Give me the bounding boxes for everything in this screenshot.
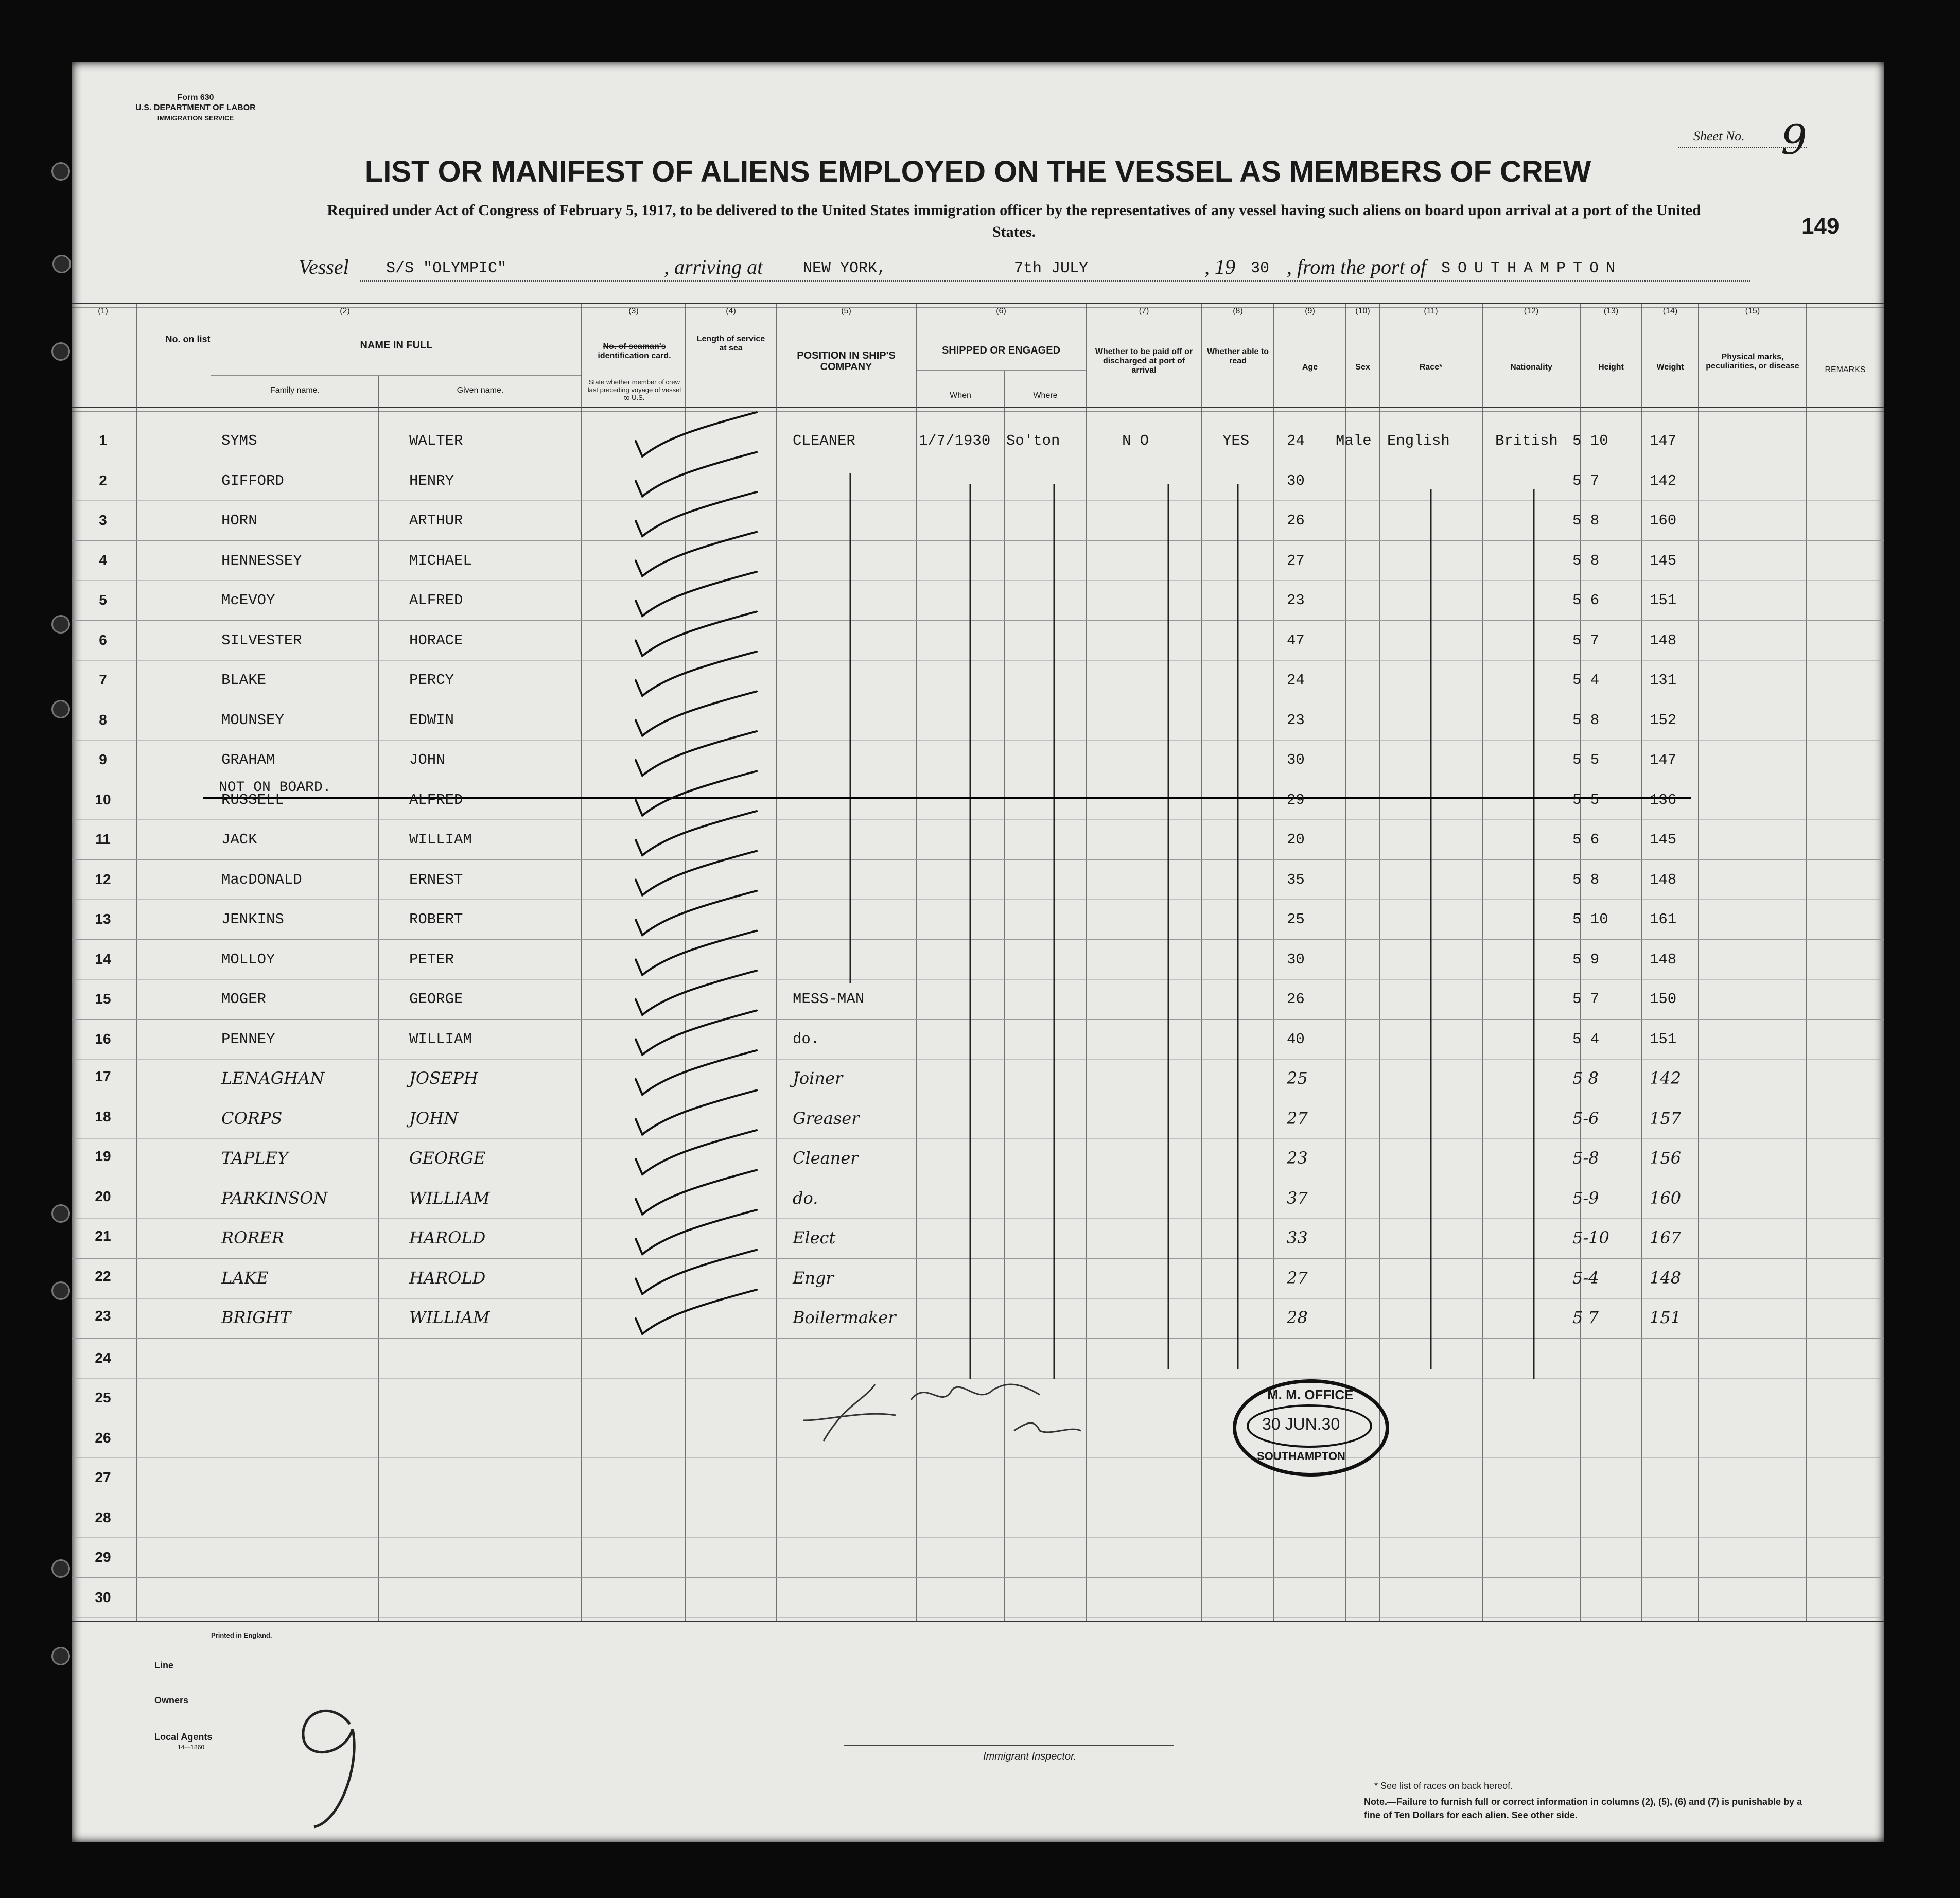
check-mark: [636, 1130, 757, 1174]
cell-weight: 145: [1650, 831, 1677, 848]
cell-height: 5-8: [1572, 1148, 1599, 1168]
cell-height: 5 7: [1572, 472, 1600, 489]
cell-given: HAROLD: [409, 1228, 486, 1247]
cell-position: Engr: [793, 1268, 834, 1288]
cell-family: RORER: [221, 1228, 284, 1247]
cell-given: ERNEST: [409, 871, 463, 888]
mm-office-stamp: [1233, 1379, 1389, 1477]
col-name-header: NAME IN FULL: [360, 340, 433, 351]
cell-n: 27: [95, 1469, 111, 1485]
col5-number: (5): [841, 307, 851, 315]
cell-n: 17: [95, 1068, 111, 1084]
footer-agents-label: Local Agents: [154, 1732, 213, 1742]
col-where-header: Where: [1033, 391, 1058, 400]
cell-height: 5 8: [1572, 871, 1600, 888]
cell-family: JACK: [221, 831, 257, 848]
col7-number: (7): [1139, 307, 1149, 315]
manifest-page: [72, 62, 1884, 1842]
cell-age: 29: [1287, 791, 1305, 809]
col-height-header: Height: [1598, 363, 1624, 372]
cell-n: 6: [99, 631, 107, 648]
col6-number: (6): [996, 307, 1006, 315]
cell-n: 2: [99, 472, 107, 488]
cell-weight: 152: [1650, 711, 1677, 729]
cell-family: SILVESTER: [221, 631, 302, 649]
printed-in: Printed in England.: [211, 1631, 272, 1639]
cell-height: 5 6: [1572, 831, 1600, 848]
cell-n: 11: [95, 831, 111, 847]
check-mark: [636, 692, 757, 736]
check-mark: [636, 492, 757, 536]
punch-hole: [51, 1204, 70, 1223]
check-mark: [636, 771, 757, 816]
cell-n: 22: [95, 1268, 111, 1284]
cell-age: 24: [1287, 432, 1305, 449]
cell-family: LENAGHAN: [221, 1068, 325, 1088]
cell-position: Boilermaker: [793, 1308, 896, 1327]
cell-height: 5 6: [1572, 592, 1600, 609]
cell-n: 16: [95, 1030, 111, 1047]
cell-age: 40: [1287, 1030, 1305, 1048]
check-mark: [636, 851, 757, 895]
cell-height: 5 10: [1572, 432, 1608, 449]
arriving-label: , arriving at: [664, 255, 763, 278]
cell-family: RUSSELL: [221, 791, 284, 809]
cell-n: 13: [95, 911, 111, 927]
col-last-voyage-header: State whether member of crew last preceding voyage of vessel to U.S.: [587, 378, 681, 401]
cell-family: BRIGHT: [221, 1308, 291, 1327]
punch-hole: [51, 162, 70, 181]
cell-height: 5 8: [1572, 512, 1600, 529]
cell-age: 27: [1287, 1268, 1308, 1288]
cell-age: 26: [1287, 512, 1305, 529]
cell-weight: 150: [1650, 991, 1677, 1008]
cell-height: 5 7: [1572, 631, 1600, 649]
cell-n: 10: [95, 791, 111, 807]
form-title: LIST OR MANIFEST OF ALIENS EMPLOYED ON THE VESSEL AS MEMBERS OF CREW: [364, 155, 1591, 188]
cell-n: 21: [95, 1228, 111, 1244]
col-given-name-header: Given name.: [457, 386, 504, 395]
footer-owners-label: Owners: [154, 1695, 189, 1706]
cell-age: 26: [1287, 991, 1305, 1008]
cell-height: 5-10: [1572, 1228, 1609, 1247]
not-on-board-note: NOT ON BOARD.: [219, 780, 331, 796]
cell-given: EDWIN: [409, 711, 454, 729]
cell-position: CLEANER: [793, 432, 855, 449]
cell-n: 8: [99, 711, 107, 728]
department: U.S. DEPARTMENT OF LABOR: [135, 103, 256, 112]
cell-given: MICHAEL: [409, 552, 472, 569]
cell-n: 23: [95, 1308, 111, 1324]
vessel-name: S/S "OLYMPIC": [386, 260, 507, 277]
cell-height: 5 7: [1572, 991, 1600, 1008]
cell-family: HORN: [221, 512, 257, 529]
cell-height: 5-9: [1572, 1188, 1599, 1208]
cell-nat: British: [1495, 432, 1558, 449]
cell-family: CORPS: [221, 1108, 283, 1128]
col2-number: (2): [340, 307, 350, 315]
check-mark: [636, 532, 757, 576]
cell-age: 23: [1287, 592, 1305, 609]
punch-hole: [51, 700, 70, 718]
col-position-header: POSITION IN SHIP'S COMPANY: [797, 350, 896, 373]
cell-weight: 157: [1650, 1108, 1682, 1128]
cell-age: 30: [1287, 951, 1305, 968]
cell-height: 5 7: [1572, 1308, 1599, 1327]
cell-weight: 151: [1650, 592, 1677, 609]
check-mark: [636, 1250, 757, 1294]
cell-family: BLAKE: [221, 672, 267, 689]
col4-number: (4): [726, 307, 736, 315]
from-port: SOUTHAMPTON: [1441, 260, 1623, 277]
col11-number: (11): [1424, 307, 1438, 315]
cell-weight: 147: [1650, 751, 1677, 768]
arrival-port: NEW YORK,: [803, 260, 887, 277]
cell-given: HAROLD: [409, 1268, 486, 1288]
cell-family: PARKINSON: [221, 1188, 328, 1208]
arrival-year: 30: [1251, 260, 1270, 277]
cell-given: PERCY: [409, 672, 454, 689]
punch-hole: [51, 342, 70, 361]
check-mark: [636, 572, 757, 616]
cell-weight: 156: [1650, 1148, 1682, 1168]
cell-age: 30: [1287, 472, 1305, 489]
col-weight-header: Weight: [1656, 363, 1684, 372]
check-mark: [636, 1210, 757, 1254]
check-mark: [636, 452, 757, 497]
col15-number: (15): [1745, 307, 1760, 315]
cell-n: 30: [95, 1589, 111, 1605]
col-physical-marks-header: Physical marks, peculiarities, or disease: [1706, 353, 1799, 371]
cell-age: 25: [1287, 911, 1305, 928]
check-mark: [636, 412, 757, 456]
cell-given: WALTER: [409, 432, 463, 449]
cell-n: 25: [95, 1390, 111, 1405]
col9-number: (9): [1305, 307, 1315, 315]
cell-height: 5 10: [1572, 911, 1608, 928]
cell-paid: N O: [1122, 432, 1149, 449]
cell-height: 5-6: [1572, 1108, 1599, 1128]
cell-read: YES: [1222, 432, 1250, 449]
cell-position: Elect: [793, 1228, 836, 1247]
cell-given: WILLIAM: [409, 1030, 472, 1048]
check-mark: [636, 891, 757, 935]
vessel-label: Vessel: [299, 255, 349, 278]
cell-race: English: [1387, 432, 1450, 449]
cell-weight: 142: [1650, 1068, 1682, 1088]
cell-age: 30: [1287, 751, 1305, 768]
cell-weight: 151: [1650, 1308, 1682, 1327]
cell-family: LAKE: [221, 1268, 269, 1288]
cell-weight: 136: [1650, 791, 1677, 809]
cell-n: 7: [99, 672, 107, 688]
punch-hole: [51, 615, 70, 634]
col14-number: (14): [1662, 307, 1678, 315]
col-age-header: Age: [1302, 363, 1318, 372]
service: IMMIGRATION SERVICE: [157, 114, 234, 122]
cell-given: JOHN: [409, 1108, 458, 1128]
cell-position: Greaser: [793, 1108, 860, 1128]
cell-where: So'ton: [1006, 432, 1060, 449]
cell-family: HENNESSEY: [221, 552, 302, 569]
col-sex-header: Sex: [1355, 363, 1370, 372]
check-mark: [636, 1011, 757, 1055]
cell-given: GEORGE: [409, 991, 463, 1008]
col3-number: (3): [628, 307, 639, 315]
cell-given: ALFRED: [409, 592, 463, 609]
col13-number: (13): [1603, 307, 1619, 315]
arrival-date: 7th JULY: [1014, 260, 1089, 277]
cell-position: do.: [793, 1188, 818, 1208]
cell-n: 29: [95, 1549, 111, 1565]
col-race-header: Race*: [1419, 363, 1443, 372]
cell-age: 37: [1287, 1188, 1308, 1208]
stamp-date: 30 JUN.30: [1262, 1415, 1340, 1433]
col-when-header: When: [950, 391, 971, 400]
punch-hole: [52, 255, 71, 273]
cell-position: MESS-MAN: [793, 991, 865, 1008]
check-mark: [636, 1170, 757, 1215]
punch-hole: [51, 1281, 70, 1300]
fine-note: Note.—Failure to furnish full or correct information in columns (2), (5), (6) and (7) is punishable by a fine of Ten Dollars for each alien. See other side.: [1364, 1797, 1802, 1820]
cell-weight: 161: [1650, 911, 1677, 928]
cell-n: 24: [95, 1349, 111, 1366]
cell-age: 27: [1287, 552, 1305, 569]
cell-n: 26: [95, 1429, 111, 1446]
col-remarks-header: REMARKS: [1825, 365, 1866, 374]
cell-age: 23: [1287, 711, 1305, 729]
cell-weight: 160: [1650, 1188, 1682, 1208]
cell-n: 15: [95, 991, 111, 1007]
cell-weight: 145: [1650, 552, 1677, 569]
cell-weight: 131: [1650, 672, 1677, 689]
cell-age: 20: [1287, 831, 1305, 848]
cell-n: 14: [95, 951, 111, 967]
col-shipped-header: SHIPPED OR ENGAGED: [941, 345, 1061, 356]
cell-n: 28: [95, 1509, 111, 1525]
cell-family: TAPLEY: [221, 1148, 288, 1168]
cell-n: 3: [99, 512, 107, 528]
col-id-card-header: No. of seaman's identification card.: [598, 342, 671, 360]
cell-weight: 148: [1650, 631, 1677, 649]
cell-age: 28: [1287, 1308, 1308, 1327]
cell-age: 24: [1287, 672, 1305, 689]
cell-given: GEORGE: [409, 1148, 486, 1168]
cell-family: McEVOY: [221, 592, 275, 609]
stamp-top: M. M. OFFICE: [1267, 1387, 1354, 1402]
cell-height: 5 8: [1572, 1068, 1599, 1088]
cell-weight: 148: [1650, 951, 1677, 968]
cell-given: WILLIAM: [409, 831, 472, 848]
cell-given: WILLIAM: [409, 1308, 490, 1327]
inspector-line: [844, 1745, 1174, 1746]
punch-hole: [51, 1647, 70, 1665]
cell-age: 33: [1287, 1228, 1308, 1247]
cell-given: JOSEPH: [409, 1068, 478, 1088]
cell-given: WILLIAM: [409, 1188, 490, 1208]
cell-height: 5 5: [1572, 791, 1600, 809]
cell-n: 18: [95, 1108, 111, 1124]
cell-height: 5 5: [1572, 751, 1600, 768]
cell-given: ALFRED: [409, 791, 463, 809]
cell-weight: 147: [1650, 432, 1677, 449]
col-nationality-header: Nationality: [1510, 363, 1552, 372]
cell-n: 19: [95, 1148, 111, 1164]
cell-n: 20: [95, 1188, 111, 1204]
col8-number: (8): [1233, 307, 1243, 315]
cell-when: 1/7/1930: [919, 432, 991, 449]
check-mark: [636, 971, 757, 1015]
cell-height: 5 9: [1572, 951, 1600, 968]
stamp-bottom: SOUTHAMPTON: [1257, 1450, 1345, 1463]
cell-age: 35: [1287, 871, 1305, 888]
cell-position: Joiner: [793, 1068, 843, 1088]
cell-weight: 148: [1650, 1268, 1682, 1288]
cell-family: MOGER: [221, 991, 267, 1008]
year-prefix: , 19: [1204, 255, 1235, 278]
cell-age: 23: [1287, 1148, 1308, 1168]
cell-weight: 148: [1650, 871, 1677, 888]
check-mark: [636, 1091, 757, 1135]
cell-given: ARTHUR: [409, 512, 463, 529]
col10-number: (10): [1355, 307, 1370, 315]
cell-height: 5-4: [1572, 1268, 1599, 1288]
cell-weight: 167: [1650, 1228, 1682, 1247]
cell-family: GIFFORD: [221, 472, 284, 489]
cell-n: 9: [99, 751, 107, 767]
cell-position: Cleaner: [793, 1148, 859, 1168]
cell-sex: Male: [1336, 432, 1372, 449]
cell-weight: 160: [1650, 512, 1677, 529]
cell-given: HENRY: [409, 472, 454, 489]
cell-weight: 142: [1650, 472, 1677, 489]
cell-given: JOHN: [409, 751, 445, 768]
cell-given: ROBERT: [409, 911, 463, 928]
cell-n: 1: [99, 432, 107, 448]
check-mark: [636, 811, 757, 855]
check-mark: [636, 1050, 757, 1095]
col-length-service-header: Length of service at sea: [696, 335, 765, 353]
cell-n: 5: [99, 592, 107, 608]
cell-n: 4: [99, 552, 107, 568]
cell-family: GRAHAM: [221, 751, 275, 768]
footer-line-label: Line: [154, 1660, 174, 1671]
cell-height: 5 4: [1572, 1030, 1600, 1048]
check-mark: [636, 612, 757, 656]
cell-given: PETER: [409, 951, 454, 968]
cell-family: MOLLOY: [221, 951, 275, 968]
races-note: * See list of races on back hereof.: [1374, 1781, 1513, 1791]
col-family-name-header: Family name.: [270, 386, 320, 395]
cell-age: 27: [1287, 1108, 1308, 1128]
footer-code: 14—1860: [178, 1744, 205, 1751]
form-number: Form 630: [177, 93, 214, 102]
inspector-label: Immigrant Inspector.: [983, 1751, 1077, 1762]
cell-family: PENNEY: [221, 1030, 275, 1048]
sheet-number: 9: [1781, 116, 1807, 164]
check-mark: [636, 1290, 757, 1334]
cell-height: 5 8: [1572, 711, 1600, 729]
sheet-label: Sheet No.: [1693, 129, 1745, 144]
punch-hole: [51, 1559, 70, 1578]
cell-age: 47: [1287, 631, 1305, 649]
col12-number: (12): [1524, 307, 1539, 315]
cell-weight: 151: [1650, 1030, 1677, 1048]
cell-given: HORACE: [409, 631, 463, 649]
col-no-on-list-header: No. on list: [165, 334, 211, 344]
cell-family: SYMS: [221, 432, 257, 449]
col-read-header: Whether able to read: [1206, 347, 1269, 365]
page-number: 149: [1801, 214, 1840, 239]
check-mark: [636, 652, 757, 696]
cell-n: 12: [95, 871, 111, 887]
cell-position: do.: [793, 1030, 820, 1048]
check-mark: [636, 931, 757, 975]
cell-family: MOUNSEY: [221, 711, 284, 729]
col-paid-off-header: Whether to be paid off or discharged at port of arrival: [1095, 347, 1193, 375]
cell-family: MacDONALD: [221, 871, 302, 888]
col1-number: (1): [98, 307, 108, 315]
cell-family: JENKINS: [221, 911, 284, 928]
cell-age: 25: [1287, 1068, 1308, 1088]
check-mark: [636, 731, 757, 776]
cell-height: 5 4: [1572, 672, 1600, 689]
from-label: , from the port of: [1287, 255, 1426, 278]
cell-height: 5 8: [1572, 552, 1600, 569]
form-subtitle: Required under Act of Congress of February 5, 1917, to be delivered to the United States immigration officer by the representatives of any vessel having such aliens on board upon arrival at a port of the United States.: [327, 202, 1701, 240]
